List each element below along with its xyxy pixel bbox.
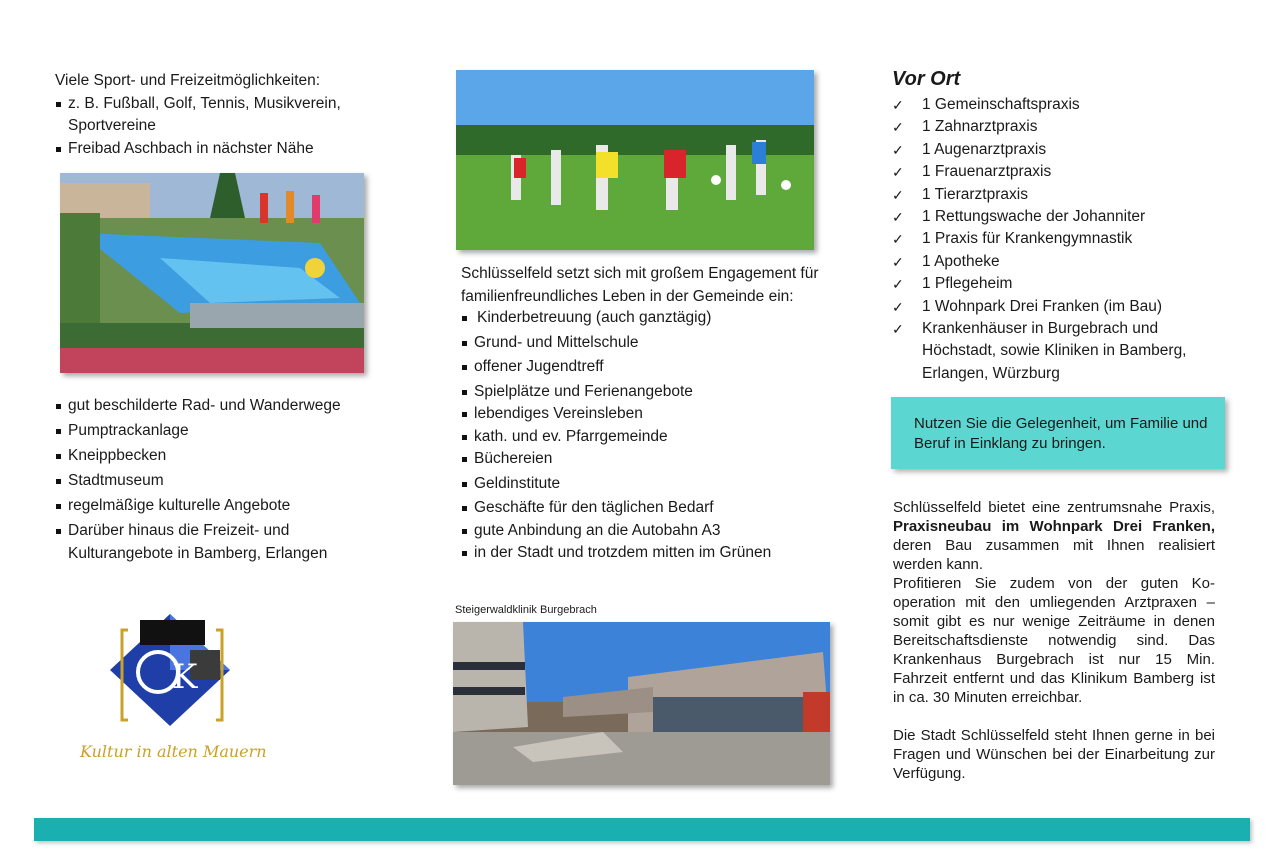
- svg-text:K: K: [172, 657, 198, 697]
- facilities-list: [892, 94, 1222, 385]
- cooperation-paragraph: Profitieren Sie zudem von der guten Ko-operation mit den umliegenden Arztpraxen – somit gibt es nur wenige Zeiträume in denen Bereitschaftsdienste notwendig sind. Das Krankenhaus Burgebrach ist nur 15 Min. Fahrzeit entfernt und das Klinikum Bamberg ist in ca. 30 Minuten erreichbar.: [893, 575, 1215, 706]
- list-item: ✓ 1 Frauenarztpraxis: [892, 161, 1222, 183]
- callout-text: Nutzen Sie die Gelegenheit, um Familie und Beruf in Einklang zu bringen.: [914, 415, 1208, 452]
- kultur-logo: [80, 610, 280, 770]
- list-item: Kinderbetreuung (auch ganztägig): [461, 307, 831, 330]
- practice-text-bold: Praxisneubau im Wohnpark Drei Franken,: [893, 518, 1215, 535]
- list-item: ✓ 1 Wohnpark Drei Franken (im Bau): [892, 296, 1222, 318]
- footer-accent-bar: [34, 818, 1250, 841]
- clinic-caption: Steigerwaldklinik Burgebrach: [455, 604, 597, 616]
- list-item: regelmäßige kulturelle Angebote: [55, 495, 385, 518]
- list-item: ✓ 1 Pflegeheim: [892, 273, 1222, 295]
- pool-image-icon: [60, 173, 364, 373]
- vor-ort-heading: Vor Ort: [892, 68, 961, 90]
- clinic-photo: [453, 622, 830, 785]
- list-item: ✓ 1 Apotheke: [892, 251, 1222, 273]
- sports-heading: Viele Sport- und Freizeitmöglichkeiten:: [55, 72, 321, 89]
- practice-text: [893, 498, 1215, 783]
- list-item: ✓ 1 Gemeinschaftspraxis: [892, 94, 1222, 116]
- practice-text-start: Schlüsselfeld bietet eine zentrumsnahe Praxis,: [893, 499, 1215, 516]
- middle-text: [461, 263, 831, 565]
- football-kids-photo: [456, 70, 814, 250]
- list-item: z. B. Fußball, Golf, Tennis, Musikverein, Sportvereine: [55, 93, 385, 138]
- football-image-icon: [456, 70, 814, 250]
- family-list: [461, 307, 831, 565]
- list-item: gute Anbindung an die Autobahn A3: [461, 520, 831, 543]
- list-item: lebendiges Vereinsleben: [461, 403, 831, 426]
- list-item: kath. und ev. Pfarrgemeinde: [461, 426, 831, 449]
- list-item: ✓ Krankenhäuser in Burgebrach und Höchstadt, sowie Kliniken in Bamberg, Erlangen, Würzburg: [892, 318, 1212, 385]
- logo-caption: Kultur in alten Mauern: [80, 742, 267, 761]
- list-item: in der Stadt und trotzdem mitten im Grünen: [461, 542, 831, 565]
- list-item: Geschäfte für den täglichen Bedarf: [461, 497, 831, 520]
- left-intro: [55, 70, 385, 160]
- kultur-logo-icon: [80, 610, 280, 740]
- sports-list: [55, 93, 385, 161]
- list-item: Spielplätze und Ferienangebote: [461, 381, 831, 404]
- clinic-image-icon: [453, 622, 830, 785]
- list-item: ✓ 1 Augenarztpraxis: [892, 139, 1222, 161]
- list-item: ✓ 1 Zahnarztpraxis: [892, 116, 1222, 138]
- list-item: Kneippbecken: [55, 445, 385, 468]
- list-item: Pumptrackanlage: [55, 420, 385, 443]
- list-item: Freibad Aschbach in nächster Nähe: [55, 138, 385, 161]
- family-intro: Schlüsselfeld setzt sich mit großem Engagement für familienfreundliches Leben in der Gemeinde ein:: [461, 265, 819, 305]
- list-item: Grund- und Mittelschule: [461, 332, 831, 355]
- swimming-pool-photo: [60, 173, 364, 373]
- list-item: Geldinstitute: [461, 473, 831, 496]
- practice-paragraph: [893, 498, 1215, 574]
- leisure-list: [55, 395, 385, 565]
- practice-text-end: deren Bau zusammen mit Ihnen realisiert werden kann.: [893, 537, 1215, 573]
- left-list: [55, 395, 385, 565]
- list-item: Darüber hinaus die Freizeit- und Kulturangebote in Bamberg, Erlangen: [55, 520, 358, 565]
- list-item: ✓ 1 Praxis für Krankengymnastik: [892, 228, 1222, 250]
- list-item: offener Jugendtreff: [461, 356, 831, 379]
- support-paragraph: Die Stadt Schlüsselfeld steht Ihnen gerne in bei Fragen und Wünschen bei der Einarbeitung zur Verfügung.: [893, 727, 1215, 782]
- list-item: Stadtmuseum: [55, 470, 385, 493]
- list-item: ✓ 1 Rettungswache der Johanniter: [892, 206, 1222, 228]
- list-item: gut beschilderte Rad- und Wanderwege: [55, 395, 385, 418]
- list-item: ✓ 1 Tierarztpraxis: [892, 184, 1222, 206]
- callout-box: [891, 397, 1225, 469]
- list-item: Büchereien: [461, 448, 831, 471]
